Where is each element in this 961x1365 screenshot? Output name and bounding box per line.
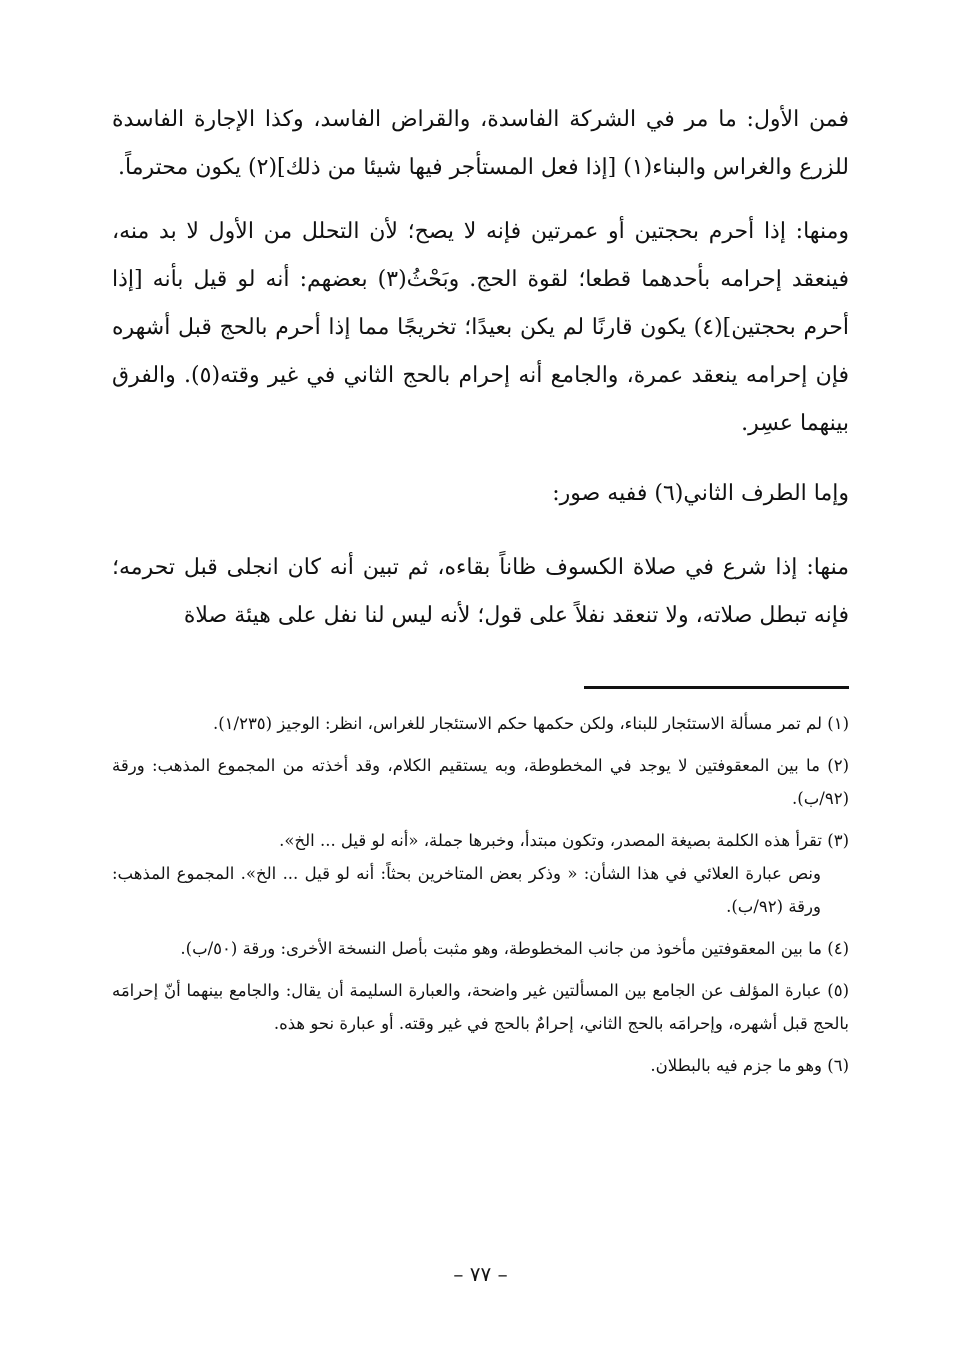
- footnote-3: (٣) تقرأ هذه الكلمة بصيغة المصدر، وتكون مبتدأ، وخبرها جملة، «أنه لو قيل ... الخ».: [279, 831, 849, 850]
- footnote-5: (٥) عبارة المؤلف عن الجامع بين المسألتين غير واضحة، والعبارة السليمة أن يقال: والجامع بينهما أنّ إحرامَه بالحج قبل أشهره، وإحرامَه بالحج الثاني، إحرامٌ بالحج في غير وقته. أو عبارة نحو هذه.: [112, 981, 849, 1033]
- paragraph-3: وإما الطرف الثاني(٦) ففيه صور:: [552, 481, 849, 506]
- page-number: – ٧٧ –: [453, 1262, 508, 1286]
- footnote-2: (٢) ما بين المعقوفتين لا يوجد في المخطوطة، وبه يستقيم الكلام، وقد أخذته من المجموع المذهب: ورقة (٩٢/ب).: [112, 756, 849, 808]
- paragraph-4: منها: إذا شرع في صلاة الكسوف ظاناً بقاءه، ثم تبين أنه كان انجلى قبل تحرمه؛ فإنه تبطل صلاته، ولا تنعقد نفلاً على قول؛ لأنه ليس لنا نفل على هيئة صلاة: [112, 555, 849, 628]
- footnote-3-continuation: ونص عبارة العلائي في هذا الشأن: « وذكر بعض المتاخرين بحثاً: أنه لو قيل ... الخ». المجموع المذهب: ورقة (٩٢/ب).: [112, 864, 821, 916]
- footnote-6: (٦) وهو ما جزم فيه بالبطلان.: [650, 1056, 849, 1075]
- main-text: [112, 96, 849, 640]
- footnote-separator-wrap: [112, 656, 849, 707]
- footnote-1: (١) لم تمر مسألة الاستئجار للبناء، ولكن حكمها حكم الاستئجار للغراس، انظر: الوجيز (١/٢٣٥).: [212, 714, 849, 733]
- footnote-separator: [584, 686, 849, 689]
- footnotes: [112, 707, 849, 1082]
- paragraph-1: فمن الأول: ما مر في الشركة الفاسدة، والقراض الفاسد، وكذا الإجارة الفاسدة للزرع والغراس والبناء(١) [إذا فعل المستأجر فيها شيئا من ذلك](٢) يكون محترماً.: [112, 107, 849, 180]
- footnote-4: (٤) ما بين المعقوفتين مأخوذ من جانب المخطوطة، وهو مثبت بأصل النسخة الأخرى: ورقة (٥٠/ب).: [180, 939, 849, 958]
- paragraph-2: ومنها: إذا أحرم بحجتين أو عمرتين فإنه لا يصح؛ لأن التحلل من الأول لا بد منه، فينعقد إحرامه بأحدهما قطعا؛ لقوة الحج. وبَحْثُ(٣) بعضهم: أنه لو قيل بأنه [إذا أحرم بحجتين](٤) يكون قارنًا لم يكن بعيدًا؛ تخريجًا مما إذا أحرم بالحج قبل أشهره فإن إحرامه ينعقد عمرة، والجامع أنه إحرام بالحج الثاني في غير وقته(٥). والفرق بينهما عسِر.: [112, 219, 849, 436]
